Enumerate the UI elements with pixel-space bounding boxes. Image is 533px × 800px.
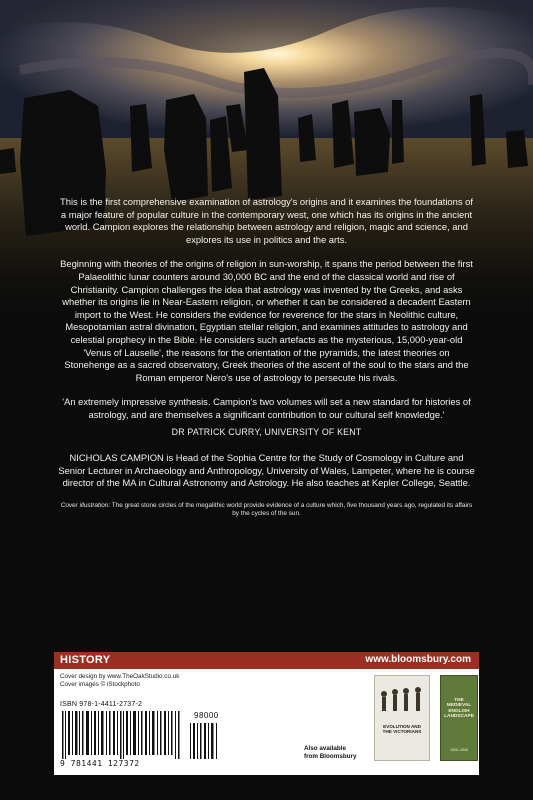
category-bar — [54, 652, 479, 669]
related-book-medieval-dates: 1000–1540 — [450, 748, 468, 752]
publisher-website: www.bloomsbury.com — [365, 654, 471, 665]
related-book-evolution-title: EVOLUTION AND THE VICTORIANS — [382, 724, 422, 735]
also-available-label — [304, 745, 356, 761]
related-book-medieval — [440, 675, 478, 761]
cover-illustration-text: The great stone circles of the megalithic world provide evidence of a culture which, five thousand years ago, regulated its affairs by the cycles of the sun. — [111, 501, 473, 518]
cover-illustration-label: Cover illustration: — [60, 501, 111, 509]
also-available-line1: Also available — [304, 745, 346, 752]
isbn-label: ISBN 978-1-4411-2737-2 — [60, 701, 143, 708]
cover-design-credit: Cover design by www.TheOakStudio.co.uk — [60, 673, 180, 680]
related-book-medieval-title: THE MEDIEVAL ENGLISH LANDSCAPE — [444, 698, 474, 720]
cover-images-credit: Cover images © iStockphoto — [60, 681, 140, 688]
barcode-digits: 9 781441 127372 — [60, 759, 140, 768]
also-available-line2: from Bloomsbury — [304, 753, 357, 760]
book-figures-illustration — [375, 682, 429, 722]
barcode-bars — [60, 711, 220, 759]
review-attribution: DR PATRICK CURRY, UNIVERSITY OF KENT — [171, 426, 362, 437]
cover-illustration-note — [58, 502, 475, 519]
related-book-evolution — [374, 675, 430, 761]
blurb-paragraph-main: Beginning with theories of the origins of religion in sun-worship, it spans the period between the first Palaeolithic lunar counters around 30,000 BC and the end of the classical world and rise of Christianity. Campion challenges the idea that astrology was invented by the Greeks, and asks whether its origins lie in Near-Eastern religion, or whether it can be considered a decadent Eastern import to the West. He considers the evidence for reverence for the stars in Neolithic culture, Mesopotamian astral divination, Egyptian stellar religion, and examines attitudes to astrology and celestial prophecy in the Bible. He considers such artefacts as the mysterious, 15,000-year-old 'Venus of Lauselle', the reasons for the orientation of the pyramids, the latest theories on Stonehenge as a sacred observatory, Greek theories of the ascent of the soul to the stars and the Roman emperor Nero's use of astrology to persecute his rivals. — [60, 258, 473, 383]
back-cover-blurb — [58, 196, 475, 519]
cover-credits — [60, 673, 179, 689]
price-code: 98000 — [194, 711, 219, 720]
category-label: HISTORY — [60, 654, 111, 666]
barcode-panel — [54, 669, 479, 775]
author-bio: NICHOLAS CAMPION is Head of the Sophia Centre for the Study of Cosmology in Culture and Senior Lecturer in Archaeology and Anthropology, University of Wales, Lampeter, where he is course director of the MA in Cultural Astronomy and Astrology. He also teaches at Kepler College, Seattle. — [58, 452, 475, 489]
review-quote: 'An extremely impressive synthesis. Campion's two volumes will set a new standard for histories of astrology, and are themselves a significant contribution to our cultural self knowledge.' — [62, 396, 471, 420]
barcode — [60, 701, 226, 771]
blurb-paragraph-intro: This is the first comprehensive examination of astrology's origins and it examines the foundations of a major feature of popular culture in the contemporary west, one which has its origins in the ancient world. Campion explores the relationship between astrology and religion, magic and science, and explores its use in politics and the arts. — [60, 196, 473, 245]
